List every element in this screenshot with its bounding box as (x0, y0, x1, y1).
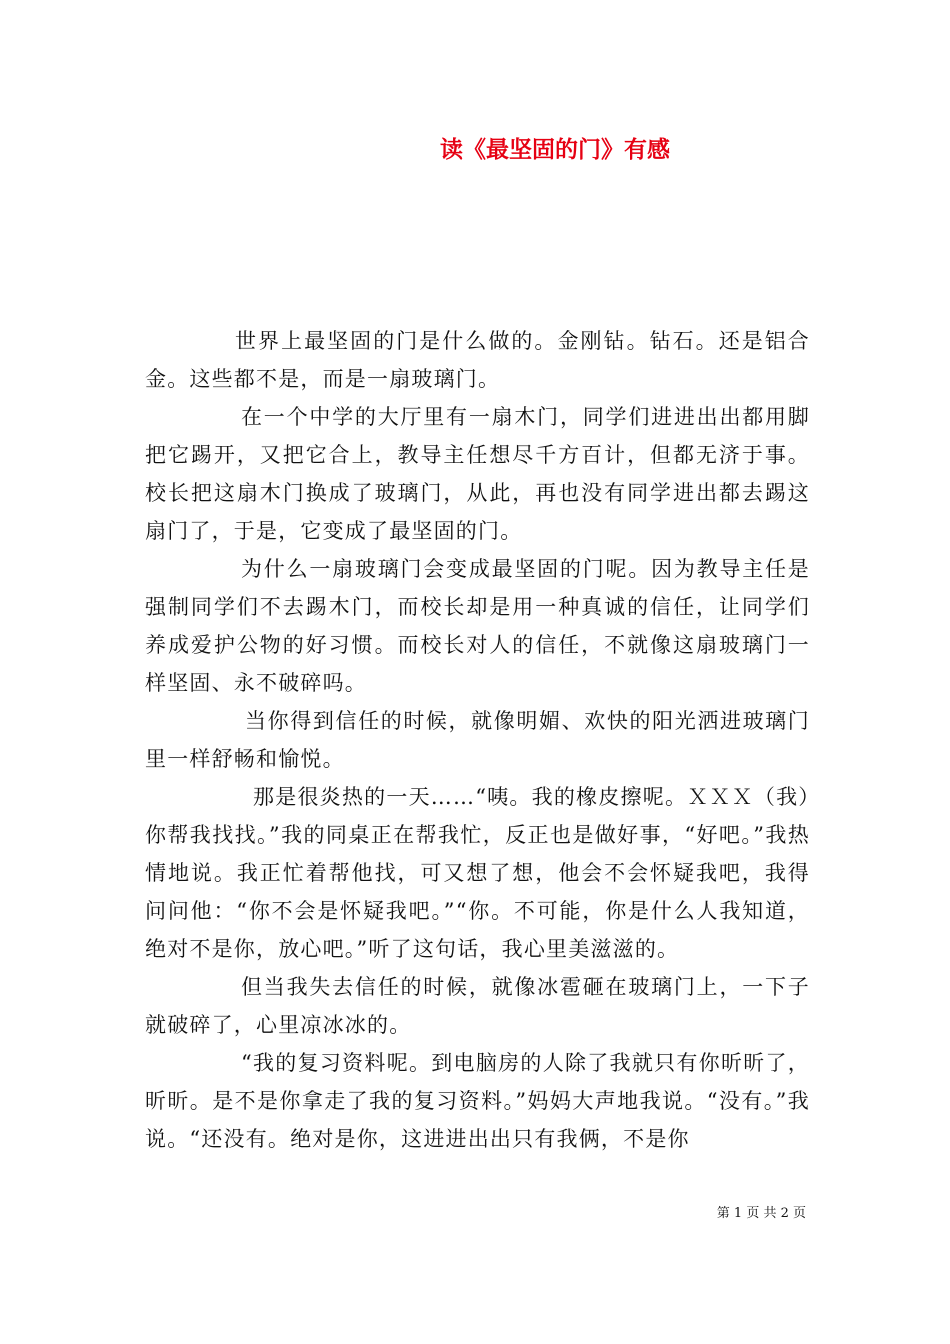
paragraph: 那是很炎热的一天……“咦。我的橡皮擦呢。ＸＸＸ（我）你帮我找找。”我的同桌正在帮我忙，反正也是做好事，“好吧。”我热情地说。我正忙着帮他找，可又想了想，他会不会怀疑我吧，我得问问他：“你不会是怀疑我吧。”“你。不可能，你是什么人我知道，绝对不是你，放心吧。”听了这句话，我心里美滋滋的。 (145, 785, 810, 961)
paragraph: 世界上最坚固的门是什么做的。金刚钻。钻石。还是铝合金。这些都不是，而是一扇玻璃门。 (145, 329, 810, 391)
page-number: 第 1 页 共 2 页 (716, 1206, 806, 1221)
paragraph: 当你得到信任的时候，就像明媚、欢快的阳光洒进玻璃门里一样舒畅和愉悦。 (145, 709, 810, 771)
document-title: 读《最坚固的门》有感 (440, 136, 670, 163)
document-body (145, 322, 810, 1158)
paragraph: 在一个中学的大厅里有一扇木门，同学们进进出出都用脚把它踢开，又把它合上，教导主任想尽千方百计，但都无济于事。校长把这扇木门换成了玻璃门，从此，再也没有同学进出都去踢这扇门了，于是，它变成了最坚固的门。 (145, 405, 810, 543)
paragraph: 但当我失去信任的时候，就像冰雹砸在玻璃门上，一下子就破碎了，心里凉冰冰的。 (145, 975, 810, 1037)
paragraph: 为什么一扇玻璃门会变成最坚固的门呢。因为教导主任是强制同学们不去踢木门，而校长却是用一种真诚的信任，让同学们养成爱护公物的好习惯。而校长对人的信任，不就像这扇玻璃门一样坚固、永不破碎吗。 (145, 557, 810, 695)
paragraph: “我的复习资料呢。到电脑房的人除了我就只有你昕昕了，昕昕。是不是你拿走了我的复习资料。”妈妈大声地我说。“没有。”我说。“还没有。绝对是你，这进进出出只有我俩，不是你 (145, 1051, 810, 1151)
